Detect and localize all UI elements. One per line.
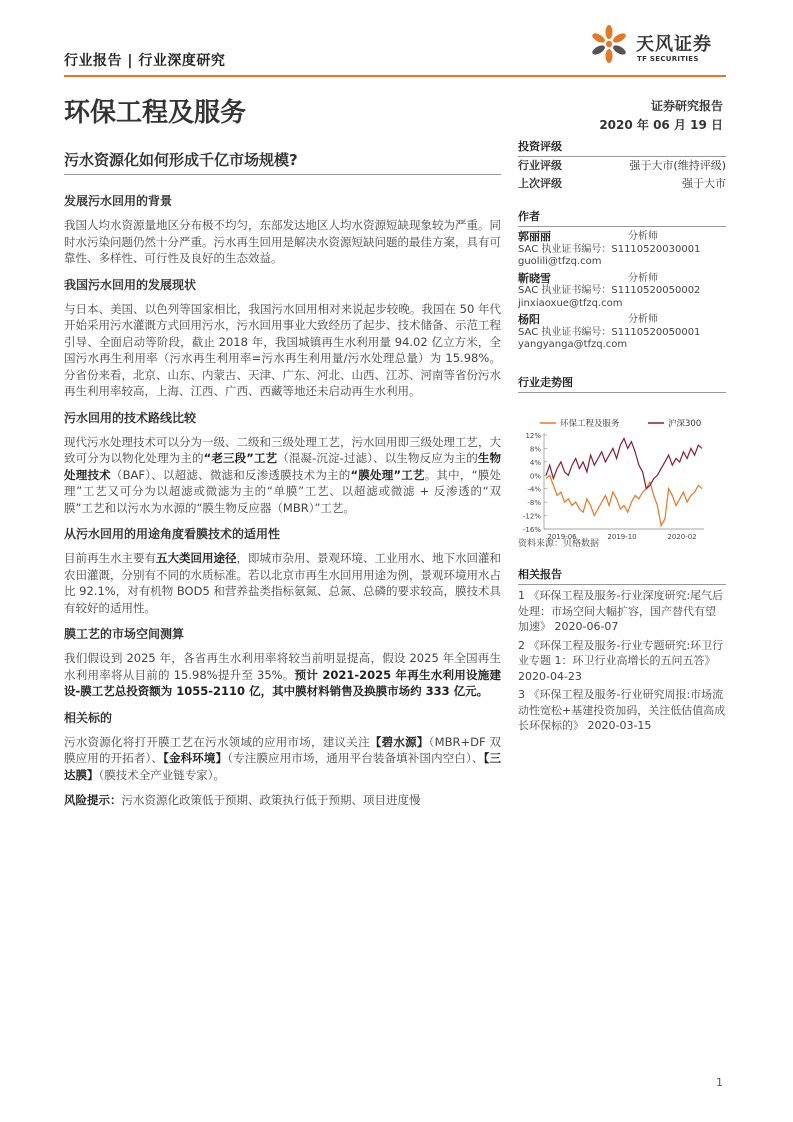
section-title: 我国污水回用的发展现状 (64, 277, 197, 292)
authors-header: 作者 (518, 206, 726, 227)
analyst-card: 杨阳 分析师 SAC 执业证书编号：S1110520050001 yangyanga@tfzq.com (518, 314, 726, 352)
related-report-link[interactable]: 2 《环保工程及服务-行业专题研究:环卫行业专题 1：环卫行业高增长的五问五答》 2020-04-23 (518, 638, 724, 683)
analyst-email[interactable]: yangyanga@tfzq.com (518, 339, 628, 350)
industry-title: 环保工程及服务 (64, 98, 247, 128)
section-title: 从污水回用的用途角度看膜技术的适用性 (64, 527, 281, 541)
section-body: 污水资源化将打开膜工艺在污水领域的应用市场，建议关注【碧水源】（MBR+DF 双膜应用的开拓者）、【金科环境】（专注膜应用市场，通用平台装备填补国内空白）、【三达膜】（膜技术全产业链专家）。 (64, 734, 502, 782)
risk-warning: 风险提示：污水资源化政策低于预期、政策执行低于预期、项目进度慢 (64, 793, 421, 807)
chart-source: 资料来源：贝格数据 (518, 539, 600, 549)
page-number: 1 (716, 1076, 723, 1089)
trend-header: 行业走势图 (518, 372, 726, 393)
trend-chart-panel (518, 372, 726, 547)
logo-name: 天风证券 (636, 34, 712, 55)
analyst-card: 靳晓雪 分析师 SAC 执业证书编号：S1110520050002 jinxiaoxue@tfzq.com (518, 273, 726, 311)
x-tick-label: 2019-10 (607, 533, 637, 541)
analyst-card: 郭丽丽 分析师 SAC 执业证书编号：S1110520030001 guolili@tfzq.com (518, 231, 726, 269)
related-header: 相关报告 (518, 564, 726, 585)
header-divider (64, 75, 726, 77)
related-report-link[interactable]: 3 《环保工程及服务-行业研究周报:市场流动性宽松+基建投资加码，关注低估值高成长环保标的》 2020-03-15 (518, 688, 726, 732)
rating-row: 上次评级 强于大市 (518, 177, 726, 190)
section-body: 与日本、美国、以色列等国家相比，我国污水回用相对来说起步较晚。我国在 50 年代开始采用污水灌溉方式回用污水，污水回用事业大致经历了起步、技术储备、示范工程引导、全面启动等阶段，截止 2018 年，我国城镇再生水利用量 94.02 亿立方米，全国污水再生利用率（污水再生利用率=污水再生利用量/污水处理总量）为 15.98%。分省份来看，北京、山东、内蒙古、天津、广东、河北、山西、江苏、河南等省份污水再生利用率较高，上海、江西、广西、西藏等地还未启动再生水利用。 (64, 301, 501, 398)
y-tick-label: 12% (525, 432, 541, 440)
report-date: 2020 年 06 月 19 日 (599, 118, 723, 132)
analyst-email[interactable]: guolili@tfzq.com (518, 256, 602, 267)
rating-row: 行业评级 强于大市(维持评级) (518, 159, 726, 172)
y-tick-label: 0% (529, 472, 541, 481)
section-title: 膜工艺的市场空间测算 (64, 627, 185, 641)
headline-divider (64, 174, 501, 175)
section-title: 发展污水回用的背景 (64, 194, 173, 208)
section-title: 污水回用的技术路线比较 (64, 410, 197, 425)
analyst-email[interactable]: jinxiaoxue@tfzq.com (518, 297, 623, 309)
related-report-link[interactable]: 1 《环保工程及服务-行业深度研究:尾气后处理：市场空间大幅扩容，国产替代有望加速》 2020-06-07 (518, 589, 724, 633)
section-body: 我们假设到 2025 年，各省再生水利用率将较当前明显提高，假设 2025 年全国再生水利用率将从目前的 15.98%提升至 35%。预计 2021-2025 年再生水利用设施建设-膜工艺总投资额为 1055-2110 亿，其中膜材料销售及换膜市场约 333 亿元。 (64, 651, 501, 698)
y-tick-label: 8% (529, 445, 541, 454)
y-tick-label: -4% (527, 485, 541, 494)
trend-chart (518, 393, 726, 543)
y-tick-label: 4% (529, 458, 541, 467)
logo-english: TF SECURITIES (637, 55, 699, 63)
main-column (64, 192, 501, 818)
y-tick-label: -16% (522, 526, 541, 534)
legend-label: 沪深300 (668, 419, 702, 429)
y-tick-label: -12% (522, 512, 541, 521)
rating-header: 投资评级 (518, 136, 726, 157)
series-line (546, 438, 702, 488)
rating-panel (518, 136, 726, 193)
section-body: 目前再生水主要有五大类回用途径，即城市杂用、景观环境、工业用水、地下水回灌和农田灌溉，分别有不同的水质标准。若以北京市再生水回用用途为例，景观环境用水占比 92.1%，对有机物 BOD5 和营养盐类指标氨氮、总氮、总磷的要求较高，膜技术具有较好的适用性。 (64, 551, 501, 615)
x-tick-label: 2020-02 (667, 533, 697, 541)
legend-label: 环保工程及服务 (560, 419, 620, 429)
series-line (546, 475, 702, 525)
report-category: 行业报告 | 行业深度研究 (64, 53, 226, 69)
headline: 污水资源化如何形成千亿市场规模? (64, 151, 298, 169)
y-tick-label: -8% (527, 499, 541, 508)
x-tick-label: 2019-06 (547, 533, 577, 541)
related-reports (518, 564, 726, 734)
section-body: 现代污水处理技术可以分为一级、二级和三级处理工艺，污水回用即三级处理工艺，大致可分为以物化处理为主的“老三段”工艺（混凝-沉淀-过滤）、以生物反应为主的生物处理技术（BAF）、以超滤、微滤和反渗透膜技术为主的“膜处理”工艺。其中，“膜处理”工艺又可分为以超滤或微滤为主的“单膜”工艺、以超滤或微滤 + 反渗透的“双膜”工艺和以污水为水源的“膜生物反应器（MBR）”工艺。 (64, 434, 502, 515)
section-title: 相关标的 (64, 710, 113, 725)
authors-panel (518, 206, 726, 352)
section-body: 我国人均水资源量地区分布极不均匀，东部发达地区人均水资源短缺现象较为严重。同时水污染问题仍然十分严重。污水再生回用是解决水资源短缺问题的最佳方案，具有可靠性、多样性、可行性及良好的生态效益。 (64, 218, 501, 265)
report-type: 证券研究报告 (650, 99, 723, 113)
